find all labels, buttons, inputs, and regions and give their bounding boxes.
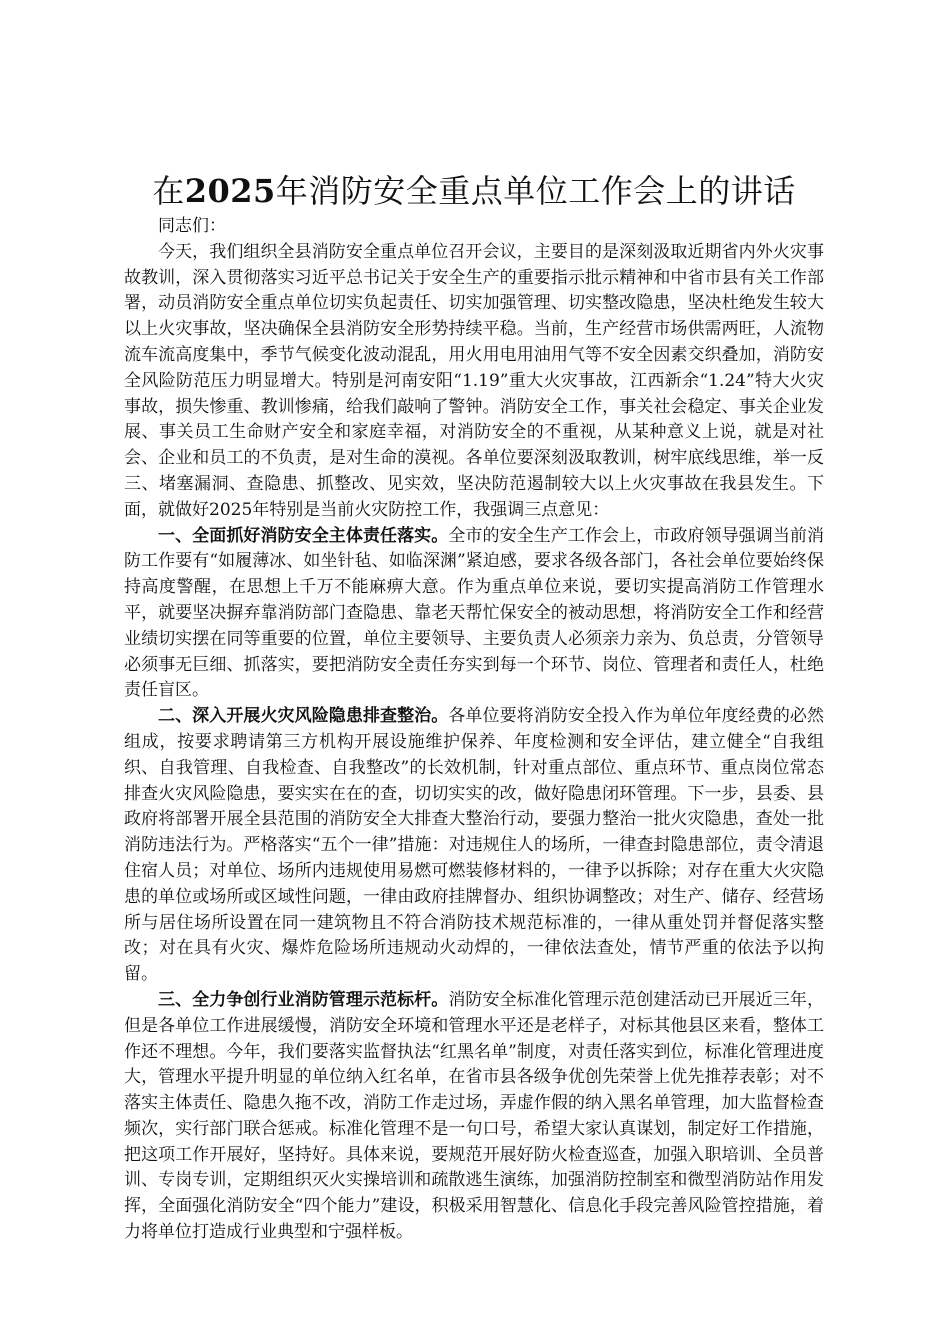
title-suffix: 年消防安全重点单位工作会上的讲话 — [275, 172, 796, 210]
title-year: 2025 — [184, 172, 276, 210]
title-prefix: 在 — [152, 172, 185, 210]
section-paragraph-2 — [124, 704, 824, 988]
section-paragraph-3 — [124, 988, 824, 1246]
document-page — [124, 170, 824, 1246]
section-heading-2: 二、深入开展火灾风险隐患排查整治。 — [158, 706, 449, 727]
section-heading-1: 一、全面抓好消防安全主体责任落实。 — [158, 525, 449, 546]
section-text-1: 全市的安全生产工作会上，市政府领导强调当前消防工作要有“如履薄冰、如坐针毡、如临深渊”紧迫感，要求各级各部门，各社会单位要始终保持高度警醒，在思想上千万不能麻痹大意。作为重点单位来说，要切实提高消防工作管理水平，就要坚决摒弃靠消防部门查隐患、靠老天帮忙保安全的被动思想，将消防安全工作和经营业绩切实摆在同等重要的位置，单位主要领导、主要负责人必须亲力亲为、负总责，分管领导必须事无巨细、抓落实，要把消防安全责任夯实到每一个环节、岗位、管理者和责任人，杜绝责任盲区。 — [124, 525, 825, 701]
salutation: 同志们： — [158, 216, 226, 236]
section-paragraph-1 — [124, 524, 824, 705]
document-title — [112, 170, 836, 212]
section-text-2: 各单位要将消防安全投入作为单位年度经费的必然组成，按要求聘请第三方机构开展设施维护保养、年度检测和安全评估，建立健全“自我组织、自我管理、自我检查、自我整改”的长效机制，针对重点部位、重点环节、重点岗位常态排查火灾风险隐患，要实实在在的查，切切实实的改，做好隐患闭环管理。下一步，县委、县政府将部署开展全县范围的消防安全大排查大整治行动，要强力整治一批火灾隐患，查处一批消防违法行为。严格落实“五个一律”措施：对违规住人的场所，一律查封隐患部位，责令清退住宿人员；对单位、场所内违规使用易燃可燃装修材料的，一律予以拆除；对存在重大火灾隐患的单位或场所或区域性问题，一律由政府挂牌督办、组织协调整改；对生产、储存、经营场所与居住场所设置在同一建筑物且不符合消防技术规范标准的，一律从重处罚并督促落实整改；对在具有火灾、爆炸危险场所违规动火动焊的，一律依法查处，情节严重的依法予以拘留。 — [124, 706, 825, 985]
document-body — [124, 214, 824, 1246]
section-heading-3: 三、全力争创行业消防管理示范标杆。 — [158, 989, 449, 1010]
section-text-3: 消防安全标准化管理示范创建活动已开展近三年，但是各单位工作进展缓慢，消防安全环境和管理水平还是老样子，对标其他县区来看，整体工作还不理想。今年，我们要落实监督执法“红黑名单”制度，对责任落实到位，标准化管理进度大，管理水平提升明显的单位纳入红名单，在省市县各级争优创先荣誉上优先推荐表彰；对不落实主体责任、隐患久拖不改，消防工作走过场，弄虚作假的纳入黑名单管理，加大监督检查频次，实行部门联合惩戒。标准化管理不是一句口号，希望大家认真谋划，制定好工作措施，把这项工作开展好，坚持好。具体来说，要规范开展好防火检查巡查，加强入职培训、全员普训、专岗专训，定期组织灭火实操培训和疏散逃生演练，加强消防控制室和微型消防站作用发挥，全面强化消防安全“四个能力”建设，积极采用智慧化、信息化手段完善风险管控措施，着力将单位打造成行业典型和宁强样板。 — [124, 989, 825, 1243]
intro-paragraph: 今天，我们组织全县消防安全重点单位召开会议，主要目的是深刻汲取近期省内外火灾事故教训，深入贯彻落实习近平总书记关于安全生产的重要指示批示精神和中省市县有关工作部署，动员消防安全重点单位切实负起责任、切实加强管理、切实整改隐患，坚决杜绝发生较大以上火灾事故，坚决确保全县消防安全形势持续平稳。当前，生产经营市场供需两旺，人流物流车流高度集中，季节气候变化波动混乱，用火用电用油用气等不安全因素交织叠加，消防安全风险防范压力明显增大。特别是河南安阳“1.19”重大火灾事故，江西新余“1.24”特大火灾事故，损失惨重、教训惨痛，给我们敲响了警钟。消防安全工作，事关社会稳定、事关企业发展、事关员工生命财产安全和家庭幸福，对消防安全的不重视，从某种意义上说，就是对社会、企业和员工的不负责，是对生命的漠视。各单位要深刻汲取教训，树牢底线思维，举一反三、堵塞漏洞、查隐患、抓整改、见实效，坚决防范遏制较大以上火灾事故在我县发生。下面，就做好2025年特别是当前火灾防控工作，我强调三点意见： — [124, 241, 824, 520]
